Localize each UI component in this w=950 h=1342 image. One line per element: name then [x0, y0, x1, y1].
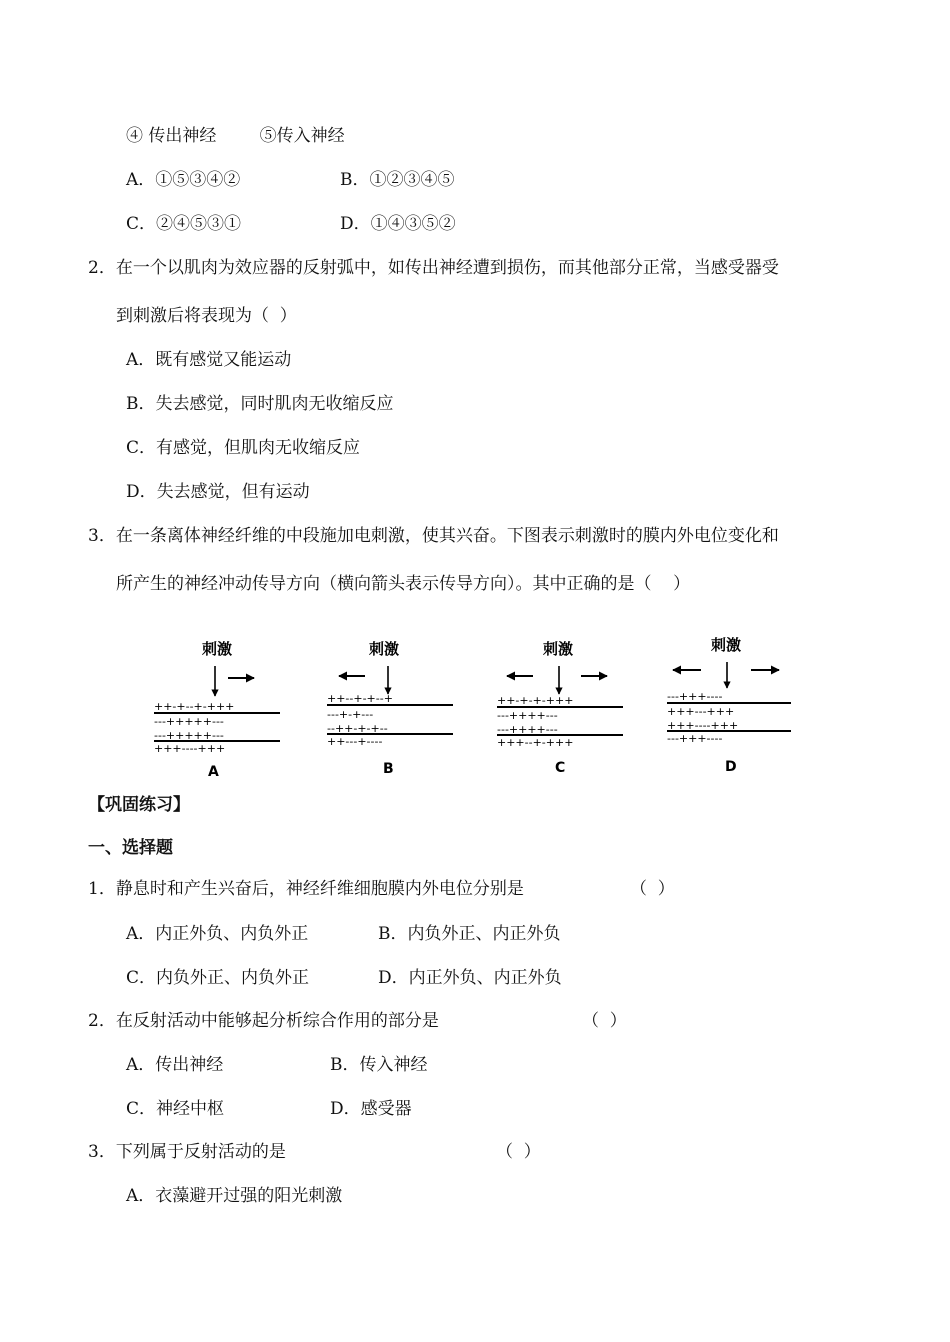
charge-row-1: ---+++---- [667, 690, 723, 703]
option-line-4-5: ④ 传出神经 ⑤传入神经 [126, 126, 345, 146]
practice-q1-stem: 1．静息时和产生兴奋后，神经纤维细胞膜内外电位分别是 [88, 879, 524, 899]
stimulus-label: 刺激 [369, 640, 400, 658]
practice-q2-option-d: D．感受器 [330, 1099, 412, 1119]
practice-q1-option-b: B．内负外正、内正外负 [378, 924, 561, 944]
stimulus-label: 刺激 [711, 636, 742, 654]
question-2-option-d: D．失去感觉，但有运动 [126, 482, 310, 502]
question-2-stem-line2: 到刺激后将表现为（ ） [116, 306, 297, 326]
practice-q2-stem: 2．在反射活动中能够起分析综合作用的部分是 [88, 1011, 439, 1031]
option-d: D．①④③⑤② [340, 214, 456, 234]
practice-q2-answer-paren: （ ） [582, 1011, 627, 1031]
charge-row-1: ++--+-+--+ [327, 692, 393, 705]
practice-q1-option-c: C．内负外正、内负外正 [126, 968, 310, 988]
charge-row-2: +++---+++ [667, 705, 735, 718]
charge-row-3: ---++++--- [497, 723, 558, 736]
charge-row-1: ++-+-+-+++ [497, 694, 574, 707]
option-c: C．②④⑤③① [126, 214, 242, 234]
practice-q1-option-d: D．内正外负、内正外负 [378, 968, 562, 988]
question-3-stem-line1: 3．在一条离体神经纤维的中段施加电刺激，使其兴奋。下图表示刺激时的膜内外电位变化和 [88, 526, 779, 546]
panel-a [154, 640, 280, 780]
option-a: A．①⑤③④② [126, 170, 241, 190]
sub-title: 一、选择题 [88, 838, 173, 858]
panel-c [497, 640, 623, 776]
charge-row-3: --++-+-+-- [327, 722, 388, 735]
charge-row-4: +++----+++ [154, 742, 226, 755]
practice-q3-option-a: A．衣藻避开过强的阳光刺激 [126, 1186, 343, 1206]
practice-q2-option-b: B．传入神经 [330, 1055, 428, 1075]
charge-row-4: ---+++---- [667, 732, 723, 745]
panel-label: C [555, 760, 566, 776]
panel-d [667, 636, 791, 775]
panel-b [327, 640, 453, 777]
charge-row-2: ---++++--- [497, 709, 558, 722]
charge-row-3: ---+++++--- [154, 729, 224, 742]
nerve-fiber-figure [140, 628, 820, 788]
charge-row-2: ---+++++--- [154, 715, 224, 728]
practice-q1-option-a: A．内正外负、内负外正 [126, 924, 309, 944]
stimulus-label: 刺激 [543, 640, 574, 658]
question-2-option-b: B．失去感觉，同时肌肉无收缩反应 [126, 394, 394, 414]
practice-q2-option-a: A．传出神经 [126, 1055, 224, 1075]
charge-row-1: ++-+--+-+++ [154, 700, 235, 713]
option-b: B．①②③④⑤ [340, 170, 455, 190]
question-2-option-c: C．有感觉，但肌肉无收缩反应 [126, 438, 361, 458]
question-3-stem-line2: 所产生的神经冲动传导方向（横向箭头表示传导方向）。其中正确的是（ ） [116, 574, 691, 594]
charge-row-3: +++----+++ [667, 719, 739, 732]
practice-q1-answer-paren: （ ） [630, 879, 675, 899]
section-title: 【巩固练习】 [88, 795, 190, 815]
practice-q3-answer-paren: （ ） [496, 1142, 541, 1162]
panel-label: B [383, 761, 394, 777]
practice-q3-stem: 3．下列属于反射活动的是 [88, 1142, 286, 1162]
practice-q2-option-c: C．神经中枢 [126, 1099, 225, 1119]
charge-row-4: +++--+-+++ [497, 736, 574, 749]
charge-row-2: ---+-+--- [327, 708, 374, 721]
stimulus-label: 刺激 [202, 640, 233, 658]
panel-label: A [208, 764, 219, 780]
panel-label: D [725, 759, 737, 775]
question-2-stem-line1: 2．在一个以肌肉为效应器的反射弧中，如传出神经遭到损伤，而其他部分正常，当感受器受 [88, 258, 779, 278]
charge-row-4: ++---+---- [327, 735, 383, 748]
question-2-option-a: A．既有感觉又能运动 [126, 350, 292, 370]
